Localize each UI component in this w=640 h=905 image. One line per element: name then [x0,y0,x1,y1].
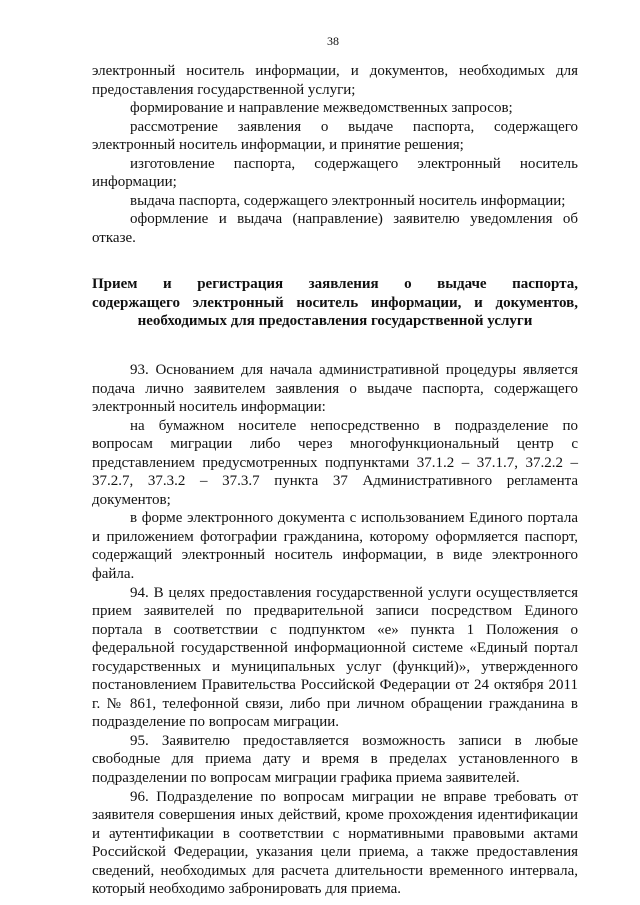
spacer [92,331,578,361]
paragraph-93-electronic: в форме электронного документа с использованием Единого портала и приложением фотографии гражданина, которому оформляется паспорт, содержащий электронный носитель информации, в виде электронного файла. [92,510,578,582]
paragraph-94: 94. В целях предоставления государственной услуги осуществляется прием заявителей по предварительной записи посредством Единого портала в соответствии с подпунктом «е» пункта 1 Положения о федеральной государственной информационной системе «Единый портал государственных и муниципальных услуг (функций)», утвержденного постановлением Правительства Российской Федерации от 24 октября 2011 г. № 861, телефонной связи, либо при личном обращении гражданина в подразделение по вопросам миграции. [92,584,578,731]
paragraph-93: 93. Основанием для начала административной процедуры является подача лично заявителем заявления о выдаче паспорта, содержащего электронный носитель информации: [92,361,578,416]
intro-paragraph: оформление и выдача (направление) заявителю уведомления об отказе. [92,211,578,246]
intro-paragraph: рассмотрение заявления о выдаче паспорта, содержащего электронный носитель информации, и принятие решения; [92,118,578,154]
intro-paragraph: формирование и направление межведомственных запросов; [130,100,513,117]
intro-section [92,62,578,247]
section-heading-line: Прием и регистрация заявления о выдаче паспорта, [92,276,578,293]
intro-paragraph: выдача паспорта, содержащего электронный носитель информации; [130,192,566,209]
section-heading [92,275,578,331]
document-page [92,34,578,899]
paragraph-96: 96. Подразделение по вопросам миграции не вправе требовать от заявителя совершения иных действий, кроме прохождения идентификации и аутентификации в соответствии с нормативными правовыми актами Российской Федерации, указания цели приема, а также предоставления сведений, необходимых для расчета длительности временного интервала, который необходимо забронировать для приема. [92,788,578,898]
page-number: 38 [327,34,339,48]
section-heading-line: содержащего электронный носитель информации, и документов, [92,294,578,311]
intro-paragraph: изготовление паспорта, содержащего электронный носитель информации; [92,155,578,191]
paragraph-93-paper: на бумажном носителе непосредственно в подразделение по вопросам миграции либо через многофункциональный центр с представлением предусмотренных подпунктами 37.1.2 – 37.1.7, 37.2.2 – 37.2.7, 37.3.2 – 37.3.7 пункта 37 Административного регламента документов; [92,417,578,508]
paragraph-95: 95. Заявителю предоставляется возможность записи в любые свободные для приема дату и время в пределах установленного в подразделении по вопросам миграции графика приема заявителей. [92,732,578,786]
body-section [92,361,578,899]
section-heading-line: необходимых для предоставления государственной услуги [137,313,533,330]
intro-paragraph: электронный носитель информации, и документов, необходимых для предоставления государственной услуги; [92,63,578,98]
